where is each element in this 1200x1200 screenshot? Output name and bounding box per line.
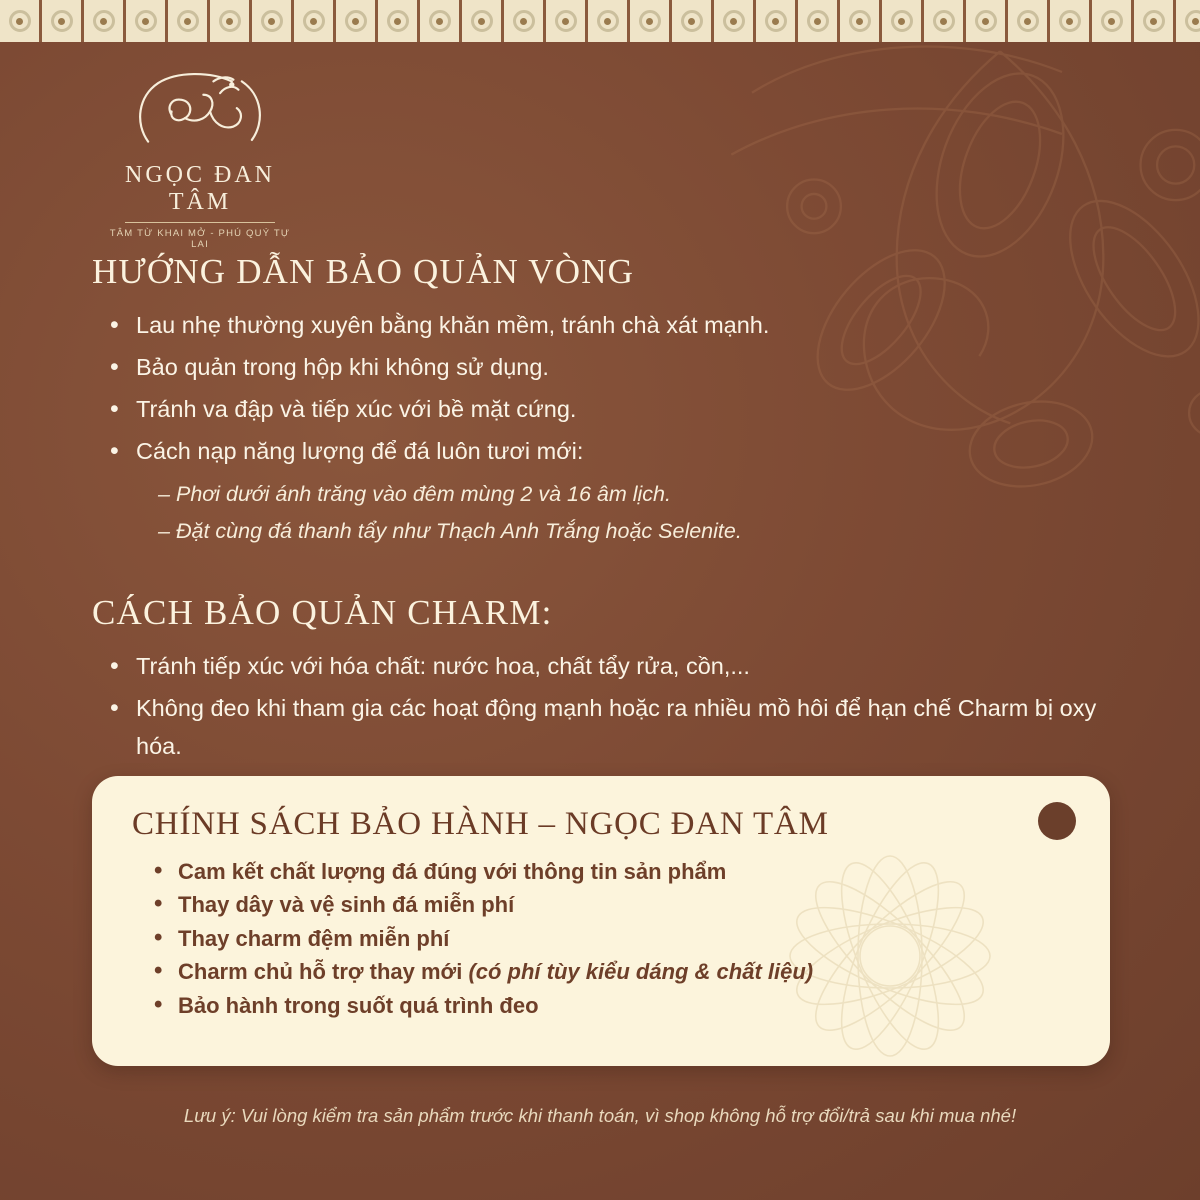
band-tile-dot-icon: [226, 18, 233, 25]
band-tile: [798, 0, 840, 42]
band-tile-dot-icon: [562, 18, 569, 25]
band-tile-ring-icon: [135, 10, 157, 32]
band-tile: [1176, 0, 1200, 42]
band-tile-dot-icon: [310, 18, 317, 25]
warranty-policy-card: [92, 776, 1110, 1066]
band-tile: [1050, 0, 1092, 42]
brand-tagline: TÂM TỪ KHAI MỞ - PHÚ QUÝ TỰ LAI: [109, 228, 291, 250]
band-tile-dot-icon: [394, 18, 401, 25]
warranty-card-title: CHÍNH SÁCH BẢO HÀNH – NGỌC ĐAN TÂM: [132, 806, 829, 842]
band-tile-ring-icon: [51, 10, 73, 32]
band-tile: [966, 0, 1008, 42]
band-tile-ring-icon: [1185, 10, 1200, 32]
band-tile: [126, 0, 168, 42]
band-tile-ring-icon: [765, 10, 787, 32]
band-tile-dot-icon: [856, 18, 863, 25]
sub-list-item: – Đặt cùng đá thanh tẩy như Thạch Anh Trắng hoặc Selenite.: [158, 513, 1102, 550]
band-tile: [294, 0, 336, 42]
band-tile-ring-icon: [597, 10, 619, 32]
band-tile: [42, 0, 84, 42]
band-tile: [462, 0, 504, 42]
care-instructions: [92, 252, 1102, 770]
list-item-text: Tránh va đập và tiếp xúc với bề mặt cứng.: [136, 396, 577, 423]
band-tile-dot-icon: [352, 18, 359, 25]
band-tile-dot-icon: [58, 18, 65, 25]
band-tile-dot-icon: [772, 18, 779, 25]
band-tile-dot-icon: [730, 18, 737, 25]
list-item-text: Lau nhẹ thường xuyên bằng khăn mềm, tránh chà xát mạnh.: [136, 312, 770, 338]
brand-logo: [100, 68, 300, 250]
footer-note: Lưu ý: Vui lòng kiểm tra sản phẩm trước khi thanh toán, vì shop không hỗ trợ đổi/trả sau khi mua nhé!: [183, 1105, 1017, 1126]
band-tile-dot-icon: [898, 18, 905, 25]
band-tile: [924, 0, 966, 42]
band-tile-ring-icon: [807, 10, 829, 32]
list-item: [106, 348, 1102, 386]
band-tile: [84, 0, 126, 42]
band-tile: [1092, 0, 1134, 42]
band-tile-dot-icon: [184, 18, 191, 25]
logo-divider: [125, 222, 275, 223]
band-tile-ring-icon: [93, 10, 115, 32]
band-tile-dot-icon: [688, 18, 695, 25]
band-tile-dot-icon: [436, 18, 443, 25]
band-tile: [1008, 0, 1050, 42]
band-tile-ring-icon: [933, 10, 955, 32]
band-tile: [546, 0, 588, 42]
band-tile-dot-icon: [1192, 18, 1199, 25]
list-item-text: Không đeo khi tham gia các hoạt động mạnh hoặc ra nhiều mồ hôi để hạn chế Charm bị oxy hóa.: [136, 695, 1097, 760]
band-tile-ring-icon: [1059, 10, 1081, 32]
band-tile: [840, 0, 882, 42]
list-item-text: Charm chủ hỗ trợ thay mới: [178, 959, 469, 985]
band-tile-ring-icon: [723, 10, 745, 32]
band-tile-ring-icon: [1101, 10, 1123, 32]
band-tile-dot-icon: [646, 18, 653, 25]
band-tile-dot-icon: [1024, 18, 1031, 25]
band-tile-dot-icon: [100, 18, 107, 25]
list-item: [106, 390, 1102, 428]
band-tile-dot-icon: [982, 18, 989, 25]
list-item-text: Bảo hành trong suốt quá trình đeo: [178, 992, 539, 1018]
band-tile-ring-icon: [1017, 10, 1039, 32]
top-decorative-band: [0, 0, 1200, 42]
list-item-text: Bảo quản trong hộp khi không sử dụng.: [136, 354, 549, 381]
band-tile-dot-icon: [520, 18, 527, 25]
band-tile: [588, 0, 630, 42]
band-tile-ring-icon: [177, 10, 199, 32]
band-tile: [882, 0, 924, 42]
band-tile: [378, 0, 420, 42]
band-tile-dot-icon: [814, 18, 821, 25]
band-tile-ring-icon: [219, 10, 241, 32]
band-tile-dot-icon: [268, 18, 275, 25]
band-tile-ring-icon: [9, 10, 31, 32]
band-tile-ring-icon: [849, 10, 871, 32]
band-tile-ring-icon: [513, 10, 535, 32]
band-tile: [672, 0, 714, 42]
band-tile-dot-icon: [1108, 18, 1115, 25]
section-title-charm: CÁCH BẢO QUẢN CHARM:: [92, 593, 553, 633]
list-item: [152, 955, 1070, 988]
list-item-text: Tránh tiếp xúc với hóa chất: nước hoa, chất tẩy rửa, cồn,...: [136, 653, 750, 680]
band-tile: [0, 0, 42, 42]
list-item: [106, 689, 1102, 765]
band-tile-dot-icon: [604, 18, 611, 25]
list-item: [152, 922, 1070, 955]
band-tile: [252, 0, 294, 42]
band-tile: [210, 0, 252, 42]
warranty-bullet-list: [132, 855, 1070, 1022]
band-tile-ring-icon: [1143, 10, 1165, 32]
band-tile-dot-icon: [940, 18, 947, 25]
list-item: [152, 888, 1070, 921]
list-item-text: Cam kết chất lượng đá đúng với thông tin sản phẩm: [178, 859, 727, 884]
band-tile-ring-icon: [639, 10, 661, 32]
list-item: [152, 989, 1070, 1022]
brand-name: NGỌC ĐAN TÂM: [125, 162, 275, 215]
band-tile: [756, 0, 798, 42]
band-tile-dot-icon: [1066, 18, 1073, 25]
band-tile-ring-icon: [975, 10, 997, 32]
band-tile-ring-icon: [261, 10, 283, 32]
list-item: [152, 855, 1070, 888]
section-title-vong: HƯỚNG DẪN BẢO QUẢN VÒNG: [92, 252, 635, 291]
band-tile-ring-icon: [345, 10, 367, 32]
band-tile-dot-icon: [142, 18, 149, 25]
list-item: [106, 647, 1102, 685]
band-tile: [714, 0, 756, 42]
bullet-list-charm: [92, 647, 1102, 765]
bullet-list-vong: [92, 306, 1102, 549]
list-item: [106, 432, 1102, 549]
list-item-text: Thay dây và vệ sinh đá miễn phí: [178, 892, 515, 918]
band-tile: [420, 0, 462, 42]
band-tile-ring-icon: [891, 10, 913, 32]
om-symbol-icon: [130, 68, 270, 160]
band-tile-dot-icon: [1150, 18, 1157, 25]
band-tile-ring-icon: [303, 10, 325, 32]
band-tile-dot-icon: [16, 18, 23, 25]
list-item-text: Cách nạp năng lượng để đá luôn tươi mới:: [136, 438, 584, 465]
list-item-note: (có phí tùy kiểu dáng & chất liệu): [468, 959, 814, 985]
band-tile-ring-icon: [429, 10, 451, 32]
band-tile-ring-icon: [471, 10, 493, 32]
band-tile-ring-icon: [555, 10, 577, 32]
band-tile: [1134, 0, 1176, 42]
list-item: [106, 306, 1102, 344]
band-tile-ring-icon: [681, 10, 703, 32]
sub-list-nap-nang-luong: [136, 476, 1102, 549]
band-tile: [504, 0, 546, 42]
band-tile: [630, 0, 672, 42]
band-tile-dot-icon: [478, 18, 485, 25]
band-tile: [336, 0, 378, 42]
band-tile-ring-icon: [387, 10, 409, 32]
sub-list-item: – Phơi dưới ánh trăng vào đêm mùng 2 và 16 âm lịch.: [158, 476, 1102, 513]
band-tile: [168, 0, 210, 42]
list-item-text: Thay charm đệm miễn phí: [178, 925, 450, 951]
